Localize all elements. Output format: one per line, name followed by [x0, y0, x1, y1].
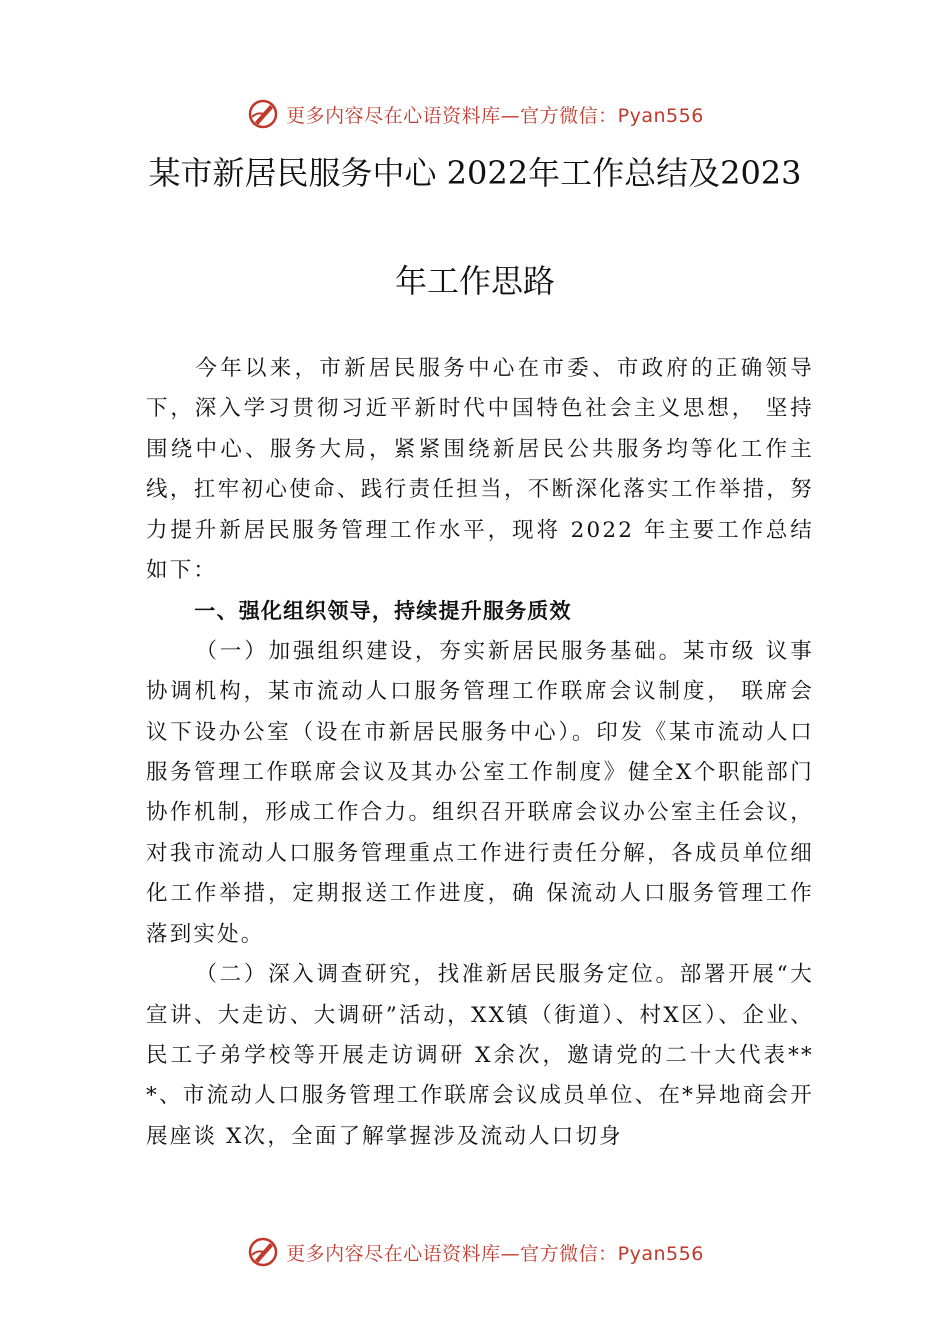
pen-seal-icon — [246, 97, 280, 131]
section-heading: 一、强化组织领导，持续提升服务质效 — [194, 599, 572, 624]
watermark-text: 更多内容尽在心语资料库—官方微信：Pyan556 — [286, 104, 704, 127]
body-paragraph: （一）加强组织建设，夯实新居民服务基础。某市级 议事协调机构，某市流动人口服务管理工作联席会议制度， 联席会议下设办公室（设在市新居民服务中心）。印发《某市流动人口服务管理工作联席会议及其办公室工作制度》健全X个职能部门协作机制，形成工作合力。组织召开联席会议办公室主任会议，对我市流动人口服务管理重点工作进行责任分解，各成员单位细化工作举措，定期报送工作进度，确 保流动人口服务管理工作落到实处。 — [146, 638, 814, 947]
body-paragraph: （二）深入调查研究，找准新居民服务定位。部署开展“大宣讲、大走访、大调研”活动，XX镇（街道）、村X区）、企业、民工子弟学校等开展走访调研 X余次，邀请党的二十大代表***、市流动人口服务管理工作联席会议成员单位、在*异地商会开展座谈 X次，全面了解掌握涉及流动人口切身 — [146, 962, 814, 1149]
watermark-top — [0, 94, 950, 134]
intro-paragraph: 今年以来，市新居民服务中心在市委、市政府的正确领导下，深入学习贯彻习近平新时代中国特色社会主义思想， 坚持围绕中心、服务大局，紧紧围绕新居民公共服务均等化工作主线，扛牢初心使命、践行责任担当，不断深化落实工作举措，努力提升新居民服务管理工作水平，现将 2022 年主要工作总结如下： — [146, 356, 814, 584]
watermark-text: 更多内容尽在心语资料库—官方微信：Pyan556 — [286, 1242, 704, 1265]
pen-seal-icon — [246, 1235, 280, 1269]
document-body — [146, 349, 814, 1157]
watermark-bottom — [0, 1232, 950, 1272]
document-title: 某市新居民服务中心 2022年工作总结及2023 — [148, 154, 802, 192]
document-title-continued: 年工作思路 — [394, 262, 555, 300]
